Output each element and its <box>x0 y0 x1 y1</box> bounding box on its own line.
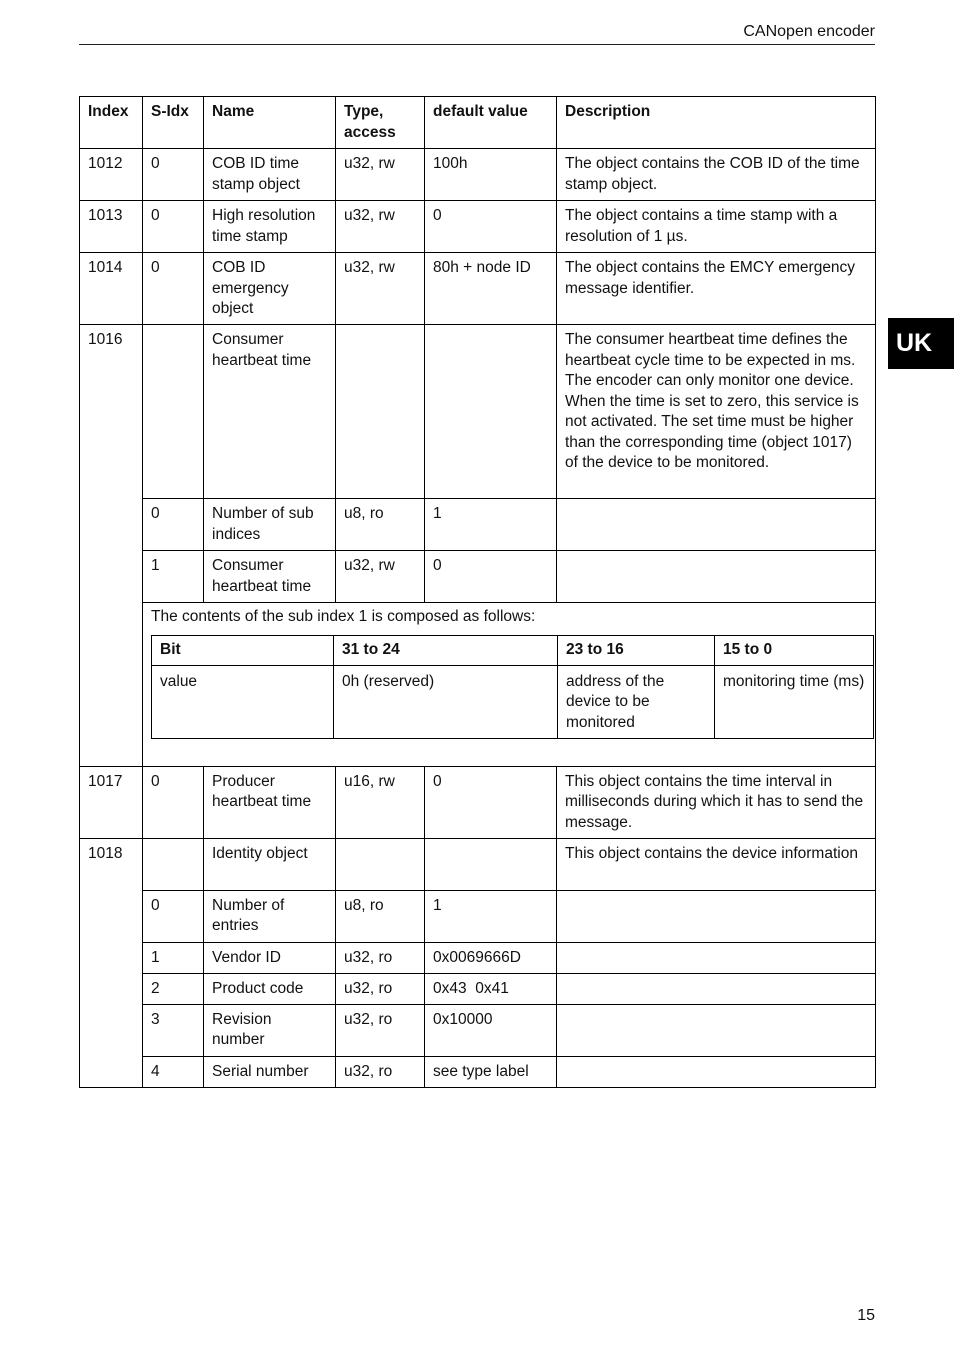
type-cell: u8, ro <box>336 499 425 551</box>
index-cell: 1012 <box>80 149 143 201</box>
description-cell: The consumer heartbeat time defines the heartbeat cycle time to be expected in ms. The encoder can only monitor one device. When the time is set to zero, this service is not activated. The set time must be higher than the corresponding time (object 1017) of the device to be monitored. <box>557 325 876 499</box>
default-cell <box>425 838 557 890</box>
description-cell <box>557 942 876 973</box>
type-cell <box>336 325 425 499</box>
sidx-cell: 1 <box>143 942 204 973</box>
name-cell: High resolution time stamp <box>204 201 336 253</box>
column-header-description: Description <box>557 97 876 149</box>
default-cell: see type label <box>425 1056 557 1087</box>
bit-value-cell: address of the device to be monitored <box>558 665 715 738</box>
sidx-cell: 0 <box>143 766 204 838</box>
default-cell: 80h + node ID <box>425 253 557 325</box>
type-cell: u32, ro <box>336 1004 425 1056</box>
name-cell: Consumer heartbeat time <box>204 325 336 499</box>
column-header-sidx: S-Idx <box>143 97 204 149</box>
description-cell: The object contains the COB ID of the time stamp object. <box>557 149 876 201</box>
type-cell: u32, rw <box>336 149 425 201</box>
table-row <box>80 201 876 253</box>
bit-header-cell: 15 to 0 <box>715 636 874 666</box>
description-cell: This object contains the time interval in milliseconds during which it has to send the message. <box>557 766 876 838</box>
description-cell <box>557 973 876 1004</box>
bit-header-row <box>152 636 874 666</box>
default-cell: 1 <box>425 890 557 942</box>
sidx-cell: 0 <box>143 149 204 201</box>
sidx-cell: 0 <box>143 201 204 253</box>
sidx-cell: 3 <box>143 1004 204 1056</box>
column-header-index: Index <box>80 97 143 149</box>
bit-header-cell: Bit <box>152 636 334 666</box>
default-cell: 0x43 0x41 <box>425 973 557 1004</box>
bit-header-cell: 23 to 16 <box>558 636 715 666</box>
type-cell: u8, ro <box>336 890 425 942</box>
bit-composition-cell <box>143 603 876 767</box>
name-cell: Vendor ID <box>204 942 336 973</box>
sidx-cell: 1 <box>143 551 204 603</box>
table-row <box>80 1004 876 1056</box>
name-cell: Revision number <box>204 1004 336 1056</box>
description-cell <box>557 1056 876 1087</box>
default-cell: 1 <box>425 499 557 551</box>
name-cell: Producer heartbeat time <box>204 766 336 838</box>
type-cell: u32, ro <box>336 973 425 1004</box>
index-cell: 1016 <box>80 325 143 767</box>
index-cell: 1018 <box>80 838 143 1087</box>
table-row <box>80 149 876 201</box>
description-cell: The object contains a time stamp with a resolution of 1 µs. <box>557 201 876 253</box>
page-number: 15 <box>857 1307 875 1324</box>
bit-value-cell: monitoring time (ms) <box>715 665 874 738</box>
sidx-cell: 0 <box>143 499 204 551</box>
name-cell: Serial number <box>204 1056 336 1087</box>
table-row <box>80 499 876 551</box>
default-cell: 100h <box>425 149 557 201</box>
index-cell: 1014 <box>80 253 143 325</box>
name-cell: COB ID time stamp object <box>204 149 336 201</box>
default-cell: 0x10000 <box>425 1004 557 1056</box>
table-row <box>80 551 876 603</box>
language-tab: UK <box>888 318 954 369</box>
sidx-cell: 0 <box>143 253 204 325</box>
table-row <box>80 766 876 838</box>
column-header-name: Name <box>204 97 336 149</box>
description-cell <box>557 551 876 603</box>
name-cell: Number of entries <box>204 890 336 942</box>
description-cell <box>557 890 876 942</box>
type-cell: u32, rw <box>336 201 425 253</box>
column-header-default: default value <box>425 97 557 149</box>
header-divider <box>79 44 875 45</box>
sidx-cell: 2 <box>143 973 204 1004</box>
type-cell <box>336 838 425 890</box>
bit-composition-table <box>151 635 874 739</box>
type-cell: u32, rw <box>336 253 425 325</box>
index-cell: 1013 <box>80 201 143 253</box>
type-cell: u16, rw <box>336 766 425 838</box>
header-title: CANopen encoder <box>743 23 875 40</box>
default-cell: 0x0069666D <box>425 942 557 973</box>
name-cell: COB ID emergency object <box>204 253 336 325</box>
default-cell: 0 <box>425 201 557 253</box>
sidx-cell <box>143 838 204 890</box>
sidx-cell <box>143 325 204 499</box>
type-cell: u32, rw <box>336 551 425 603</box>
description-cell <box>557 1004 876 1056</box>
type-cell: u32, ro <box>336 1056 425 1087</box>
table-row <box>80 890 876 942</box>
table-row <box>80 942 876 973</box>
table-row <box>80 973 876 1004</box>
name-cell: Number of sub indices <box>204 499 336 551</box>
table-row <box>80 253 876 325</box>
bit-value-cell: value <box>152 665 334 738</box>
description-cell: This object contains the device information <box>557 838 876 890</box>
column-header-type: Type, access <box>336 97 425 149</box>
table-row <box>80 603 876 767</box>
table-header-row <box>80 97 876 149</box>
name-cell: Identity object <box>204 838 336 890</box>
table-row <box>80 838 876 890</box>
bit-header-cell: 31 to 24 <box>334 636 558 666</box>
sidx-cell: 0 <box>143 890 204 942</box>
object-dictionary-table <box>79 96 876 1088</box>
sidx-cell: 4 <box>143 1056 204 1087</box>
table-row <box>80 1056 876 1087</box>
description-cell <box>557 499 876 551</box>
bit-composition-note: The contents of the sub index 1 is composed as follows: <box>151 608 536 625</box>
index-cell: 1017 <box>80 766 143 838</box>
table-row <box>80 325 876 499</box>
default-cell: 0 <box>425 551 557 603</box>
default-cell <box>425 325 557 499</box>
bit-value-cell: 0h (reserved) <box>334 665 558 738</box>
name-cell: Consumer heartbeat time <box>204 551 336 603</box>
description-cell: The object contains the EMCY emergency message identifier. <box>557 253 876 325</box>
default-cell: 0 <box>425 766 557 838</box>
type-cell: u32, ro <box>336 942 425 973</box>
name-cell: Product code <box>204 973 336 1004</box>
bit-value-row <box>152 665 874 738</box>
